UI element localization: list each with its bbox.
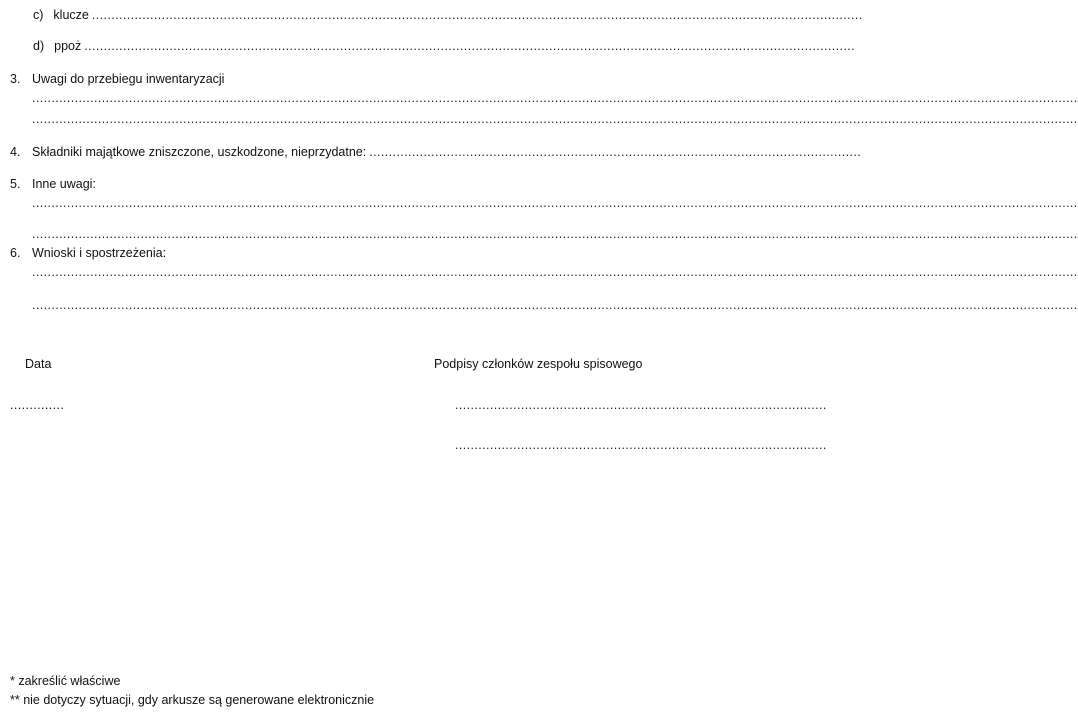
- section-4-title: Składniki majątkowe zniszczone, uszkodzone, nieprzydatne:: [32, 145, 367, 159]
- section-3-number: 3.: [10, 72, 21, 86]
- item-c-label: klucze: [53, 8, 89, 22]
- section-6-blank-line-1[interactable]: ..............................................................................................................................................................................................................................................................................: [32, 265, 1078, 279]
- signature-blank-line-2[interactable]: ................................................................................................: [455, 438, 827, 452]
- section-3-title: Uwagi do przebiegu inwentaryzacji: [32, 72, 225, 86]
- date-label: Data: [25, 357, 52, 371]
- item-d-marker: d): [33, 39, 45, 53]
- section-5-blank-line-2[interactable]: ..............................................................................................................................................................................................................................................................................: [32, 227, 1078, 241]
- section-4-row: [32, 144, 862, 160]
- section-3-blank-line-2[interactable]: ..............................................................................................................................................................................................................................................................................: [32, 112, 1078, 126]
- section-5-title: Inne uwagi:: [32, 177, 96, 191]
- item-d-blank-line[interactable]: .......................................................................................................................................................................................................: [84, 39, 855, 53]
- section-4-number: 4.: [10, 145, 21, 159]
- section-6-title: Wnioski i spostrzeżenia:: [32, 246, 167, 260]
- item-d-label: ppoż: [54, 39, 82, 53]
- section-5-number: 5.: [10, 177, 21, 191]
- section-6-number: 6.: [10, 246, 21, 260]
- item-c-marker: c): [33, 8, 44, 22]
- footnote-1: * zakreślić właściwe: [10, 674, 121, 688]
- section-3-blank-line-1[interactable]: ..............................................................................................................................................................................................................................................................................: [32, 91, 1078, 105]
- item-c-row: [33, 7, 863, 23]
- date-blank-line[interactable]: ..............: [10, 398, 65, 412]
- section-5-blank-line-1[interactable]: ..............................................................................................................................................................................................................................................................................: [32, 196, 1078, 210]
- item-d-row: [33, 38, 855, 54]
- signature-blank-line-1[interactable]: ................................................................................................: [455, 398, 827, 412]
- signatures-label: Podpisy członków zespołu spisowego: [434, 357, 643, 371]
- footnote-2: ** nie dotyczy sytuacji, gdy arkusze są generowane elektronicznie: [10, 693, 375, 707]
- section-4-blank-line[interactable]: ...............................................................................................................................: [369, 145, 862, 159]
- item-c-blank-line[interactable]: .......................................................................................................................................................................................................: [91, 8, 863, 22]
- section-6-blank-line-2[interactable]: ..............................................................................................................................................................................................................................................................................: [32, 298, 1078, 312]
